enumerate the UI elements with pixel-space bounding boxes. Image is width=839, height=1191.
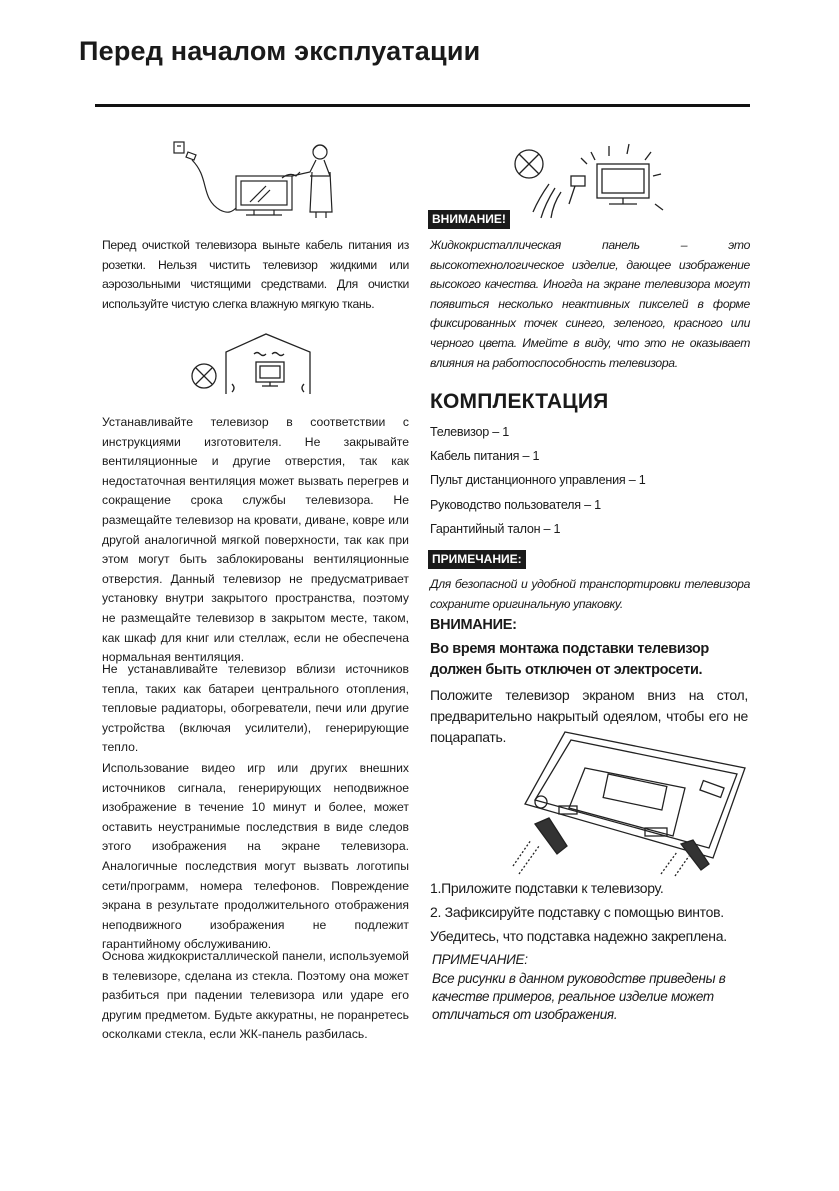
final-note-text: Все рисунки в данном руководстве приведены в качестве примеров, реальное изделие может отличаться от изображения.: [432, 971, 726, 1022]
impact-illustration: [505, 140, 675, 222]
glass-panel-paragraph: Основа жидкокристаллической панели, используемой в телевизоре, сделана из стекла. Поэтому она может разбиться при падении телевизора или ударе его другим предметом. Будьте аккуратны, не поранретесь осколками стекла, если ЖК-панель разбилась.: [102, 949, 409, 1042]
mount-warning-text: Во время монтажа подставки телевизор должен быть отключен от электросети.: [430, 641, 709, 678]
cleaning-illustration: [170, 138, 350, 222]
page-title: Перед началом эксплуатации: [79, 36, 481, 66]
enclosed-space-illustration: [186, 328, 326, 404]
cleaning-paragraph: Перед очисткой телевизора выньте кабель питания из розетки. Нельзя чистить телевизор жидкими или аэрозольными чистящими средствами. Для очистки используйте чистую слегка влажную мягкую ткань.: [102, 238, 409, 311]
kit-list: [430, 420, 645, 541]
static-image-paragraph: Использование видео игр или других внешних источников сигнала, генерирующих неподвижное изображение в течение 10 минут и более, может оставить неустранимые последствия в виде следов этого изображения на экране телевизора. Аналогичные последствия могут вызвать логотипы сети/программ, номера телефонов. Повреждение экрана в результате продолжительного отображения неподвижного изображения не подлежит гарантийному обслуживанию.: [102, 761, 409, 952]
heat-sources-paragraph: Не устанавливайте телевизор вблизи источников тепла, таких как батареи центрального отопления, тепловые радиаторы, обогреватели, печи или другие устройства (включая усилители), генерирующие тепло.: [102, 662, 409, 755]
stand-mount-illustration: [505, 728, 750, 878]
list-item: Телевизор – 1: [430, 425, 510, 439]
mount-warning-title: ВНИМАНИЕ:: [430, 617, 517, 633]
step-2: 2. Зафиксируйте подставку с помощью винтов.: [430, 904, 724, 920]
lcd-warning-text: Жидкокристаллическая панель – это высокотехнологическое изделие, дающее изображение высокого качества. Иногда на экране телевизора могут появиться несколько неактивных пикселей в форме фиксированных точек синего, зеленого, красного или черного цвета. Имейте в виду, что это не оказывает влияния на работоспособность телевизора.: [430, 238, 750, 370]
kit-title: КОМПЛЕКТАЦИЯ: [430, 390, 609, 413]
list-item: Пульт дистанционного управления – 1: [430, 473, 646, 488]
transport-note-text: Для безопасной и удобной транспортировки телевизора сохраните оригинальную упаковку.: [430, 577, 750, 611]
list-item: Гарантийный талон – 1: [430, 521, 561, 536]
header-divider: [95, 104, 750, 107]
mount-instruction-text: Положите телевизор экраном вниз на стол, предварительно накрытый одеялом, чтобы его не поцарапать.: [430, 687, 748, 745]
final-note-title: ПРИМЕЧАНИЕ:: [432, 952, 528, 967]
warning-badge: ВНИМАНИЕ!: [428, 210, 510, 229]
list-item: Руководство пользователя – 1: [430, 497, 601, 512]
list-item: Кабель питания – 1: [430, 449, 540, 464]
step-1: 1.Приложите подставки к телевизору.: [430, 880, 664, 896]
note-badge: ПРИМЕЧАНИЕ:: [428, 550, 526, 569]
ventilation-paragraph: Устанавливайте телевизор в соответствии с инструкциями изготовителя. Не закрывайте вентиляционные и другие отверстия, так как недостаточная вентиляция может вызвать перегрев и сокращение срока службы телевизора. Не размещайте телевизор на кровати, диване, ковре или другой аналогичной мягкой поверхности, так как при этом могут быть заблокированы вентиляционные отверстия. Данный телевизор не предусматривает установку внутри закрытого пространства, поэтому не размещайте телевизор в закрытом месте, таком, как шкаф для книг или стеллаж, если не обеспечена нормальная вентиляция.: [102, 415, 409, 665]
step-3: Убедитесь, что подставка надежно закреплена.: [430, 928, 727, 944]
